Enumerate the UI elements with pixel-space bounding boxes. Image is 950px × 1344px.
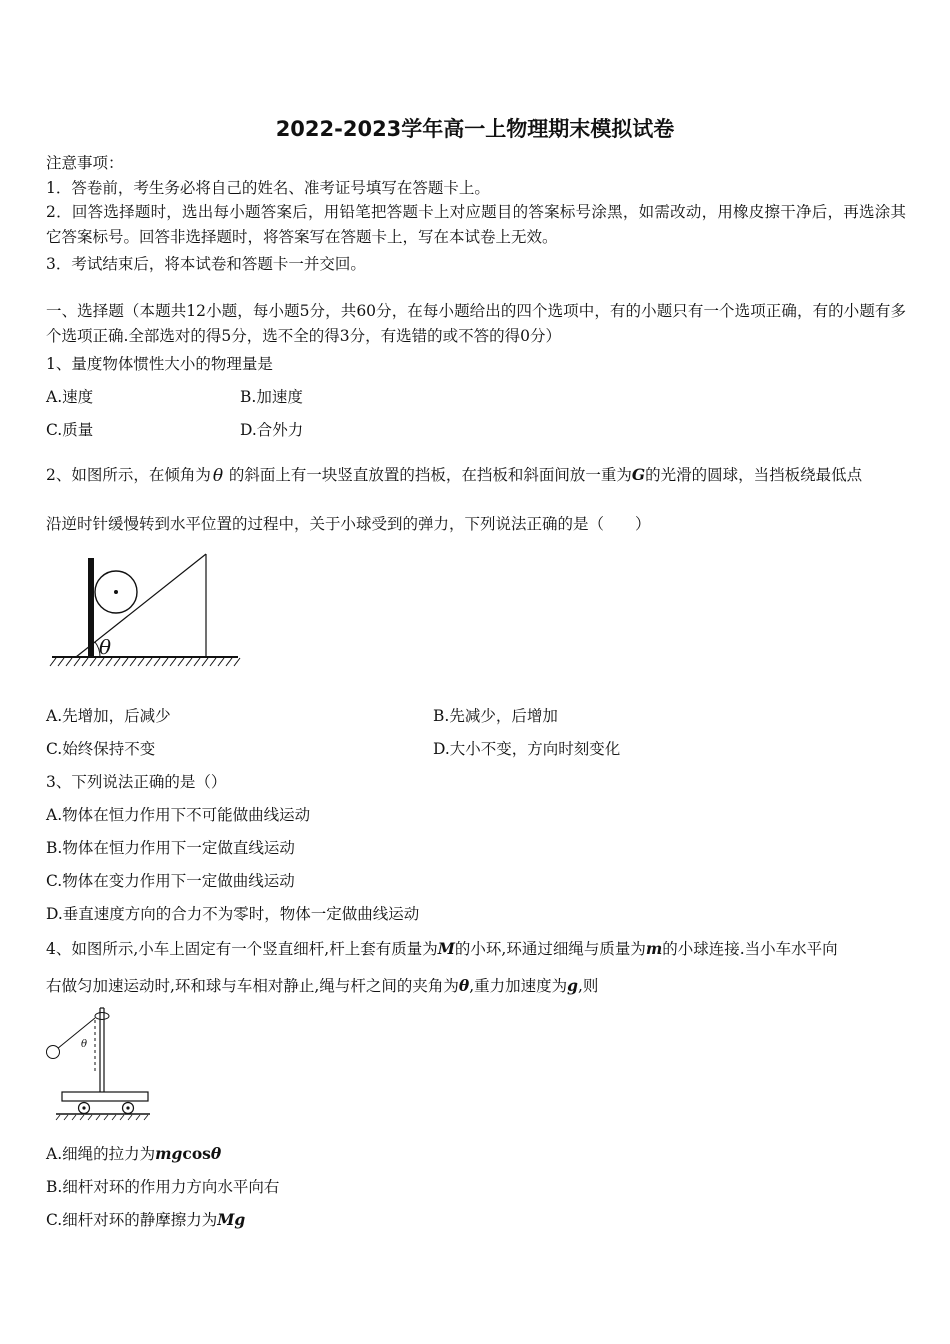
q4-option-c-text: C.细杆对环的静摩擦力为 [46,1211,218,1229]
notice-item-3: 3．考试结束后，将本试卷和答题卡一并交回。 [46,255,366,273]
notice-heading: 注意事项： [46,154,124,172]
q4-option-a-theta: θ [210,1144,222,1163]
incline-figure [46,550,246,674]
q1-option-d: D.合外力 [240,421,304,439]
page-title: 2022-2023学年高一上物理期末模拟试卷 [275,117,675,141]
q2-option-d: D.大小不变，方向时刻变化 [433,740,621,758]
q4-stem-line2-a: 右做匀加速运动时,环和球与车相对静止,绳与杆之间的夹角为 [46,977,459,995]
q1-option-c: C.质量 [46,421,94,439]
q4-option-b: B.细杆对环的作用力方向水平向右 [46,1178,280,1196]
q4-option-a-mg: mg [155,1144,183,1163]
q4-option-a-cos: cos [182,1144,211,1163]
q3-option-b: B.物体在恒力作用下一定做直线运动 [46,839,295,857]
question-2-stem-line1 [46,463,862,485]
q2-stem-b: 的斜面上有一块竖直放置的挡板，在挡板和斜面间放一重为 [228,466,632,484]
q3-option-a: A.物体在恒力作用下不可能做曲线运动 [46,806,311,824]
q2-option-a: A.先增加，后减少 [46,707,171,725]
q2-option-b: B.先减少，后增加 [433,707,558,725]
q4-stem-line2-c: ,则 [577,977,599,995]
question-4-stem-line2 [46,974,598,996]
q1-option-b: B.加速度 [240,388,303,406]
q1-option-a: A.速度 [46,388,94,406]
q4-option-a-text: A.细绳的拉力为 [46,1145,156,1163]
q2-option-c: C.始终保持不变 [46,740,156,758]
q2-stem-a: 2、如图所示，在倾角为 [46,466,211,484]
notice-item-1: 1．答卷前，考生务必将自己的姓名、准考证号填写在答题卡上。 [46,179,490,197]
q3-option-d: D.垂直速度方向的合力不为零时，物体一定做曲线运动 [46,905,420,923]
q4-option-c [46,1208,245,1230]
cart-figure [40,1000,155,1122]
q4-stem-a: 4、如图所示,小车上固定有一个竖直细杆,杆上套有质量为 [46,940,438,958]
question-1-stem: 1、量度物体惯性大小的物理量是 [46,355,273,373]
question-3-stem: 3、下列说法正确的是（） [46,773,227,791]
question-4-stem-line1 [46,937,838,959]
notice-item-2: 2．回答选择题时，选出每小题答案后，用铅笔把答题卡上对应题目的答案标号涂黑，如需改动，用橡皮擦干净后，再选涂其它答案标号。回答非选择题时，将答案写在答题卡上，写在本试卷上无效。 [46,203,906,246]
q4-g-symbol: g [567,976,578,995]
q2-g-symbol: G [631,465,646,484]
section-header: 一、选择题（本题共12小题，每小题5分，共60分，在每小题给出的四个选项中，有的小题只有一个选项正确，有的小题有多个选项正确.全部选对的得5分，选不全的得3分，有选错的或不答的得0分） [46,302,906,345]
q4-option-c-Mg: Mg [217,1210,246,1229]
q4-m-symbol: m [645,939,663,958]
q4-stem-line2-b: ,重力加速度为 [469,977,568,995]
q4-stem-b: 的小环,环通过细绳与质量为 [454,940,646,958]
q2-theta-symbol: θ [212,466,224,486]
question-2-stem-line2: 沿逆时针缓慢转到水平位置的过程中，关于小球受到的弹力，下列说法正确的是（ ） [46,515,651,533]
q3-option-c: C.物体在变力作用下一定做曲线运动 [46,872,295,890]
q4-theta-symbol: θ [458,976,470,995]
incline-theta-label: θ [99,635,112,659]
q2-stem-c: 的光滑的圆球，当挡板绕最低点 [645,466,863,484]
q4-M-symbol: M [437,939,455,958]
cart-theta-label: θ [81,1039,88,1050]
q4-stem-c: 的小球连接.当小车水平向 [662,940,838,958]
q4-option-a [46,1142,221,1164]
